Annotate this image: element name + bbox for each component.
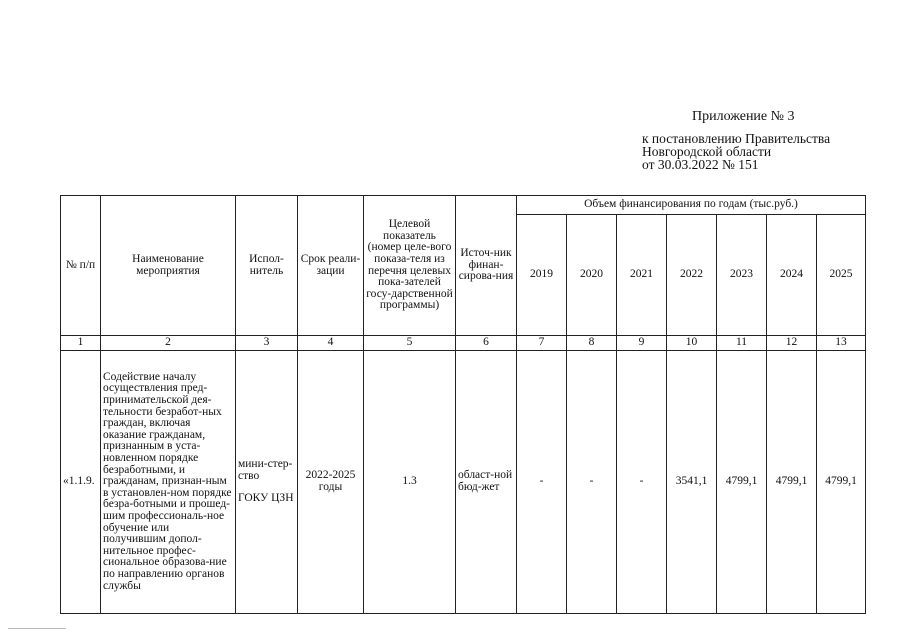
row-value: 4799,1	[717, 351, 767, 614]
row-value: 3541,1	[667, 351, 717, 614]
appendix-line-2: Новгородской области	[642, 144, 772, 159]
row-value: -	[617, 351, 667, 614]
appendix-title: Приложение № 3	[692, 109, 795, 124]
header-source: Источ-ник финан-сирова-ния	[456, 196, 517, 336]
header-indicator: Целевой показатель (номер целе-вого показа-теля из перечня целевых пока-зателей госу-дарственной программы)	[364, 196, 456, 336]
appendix-block	[642, 110, 830, 171]
row-value: 4799,1	[817, 351, 866, 614]
header-year: 2022	[667, 215, 717, 336]
header-year: 2023	[717, 215, 767, 336]
column-number: 3	[236, 336, 298, 351]
column-number: 12	[767, 336, 817, 351]
header-year: 2019	[517, 215, 567, 336]
column-number: 5	[364, 336, 456, 351]
row-num: «1.1.9.	[61, 351, 101, 614]
row-executor-1: мини-стер-ство	[238, 458, 293, 482]
row-indicator: 1.3	[364, 351, 456, 614]
column-number: 8	[567, 336, 617, 351]
row-value: 4799,1	[767, 351, 817, 614]
column-number: 2	[101, 336, 236, 351]
header-num: № п/п	[61, 196, 101, 336]
row-executor-2: ГОКУ ЦЗН	[238, 492, 294, 505]
column-number: 11	[717, 336, 767, 351]
row-name: Содействие началу осуществления пред-принимательской дея-тельности безработ-ных граждан, включая оказание гражданам, признанным в уста-новленном порядке безработными, и гражданам, признан-ным в установлен-ном порядке безра-ботными и прошед-шим профессиональ-ное обучение или получившим допол-нительное профес-сиональное образова-ние по направлению органов службы	[101, 351, 236, 614]
header-term: Срок реали-зации	[298, 196, 364, 336]
column-number: 1	[61, 336, 101, 351]
header-funding-group: Объем финансирования по годам (тыс.руб.)	[517, 196, 866, 215]
header-year: 2020	[567, 215, 617, 336]
row-executor	[236, 351, 298, 614]
column-number: 4	[298, 336, 364, 351]
column-number: 10	[667, 336, 717, 351]
table-row	[61, 351, 866, 614]
header-name: Наименование мероприятия	[101, 196, 236, 336]
header-executor: Испол-нитель	[236, 196, 298, 336]
column-number: 6	[456, 336, 517, 351]
funding-table	[60, 195, 866, 614]
row-value: -	[517, 351, 567, 614]
page-edge-mark	[8, 628, 66, 629]
row-term: 2022-2025 годы	[298, 351, 364, 614]
appendix-line-1: к постановлению Правительства	[642, 131, 831, 146]
header-year: 2021	[617, 215, 667, 336]
header-year: 2024	[767, 215, 817, 336]
column-number: 9	[617, 336, 667, 351]
column-number-row	[61, 336, 866, 351]
row-source: област-ной бюд-жет	[456, 351, 517, 614]
column-number: 7	[517, 336, 567, 351]
column-number: 13	[817, 336, 866, 351]
row-value: -	[567, 351, 617, 614]
appendix-line-3: от 30.03.2022 № 151	[642, 157, 759, 172]
header-year: 2025	[817, 215, 866, 336]
